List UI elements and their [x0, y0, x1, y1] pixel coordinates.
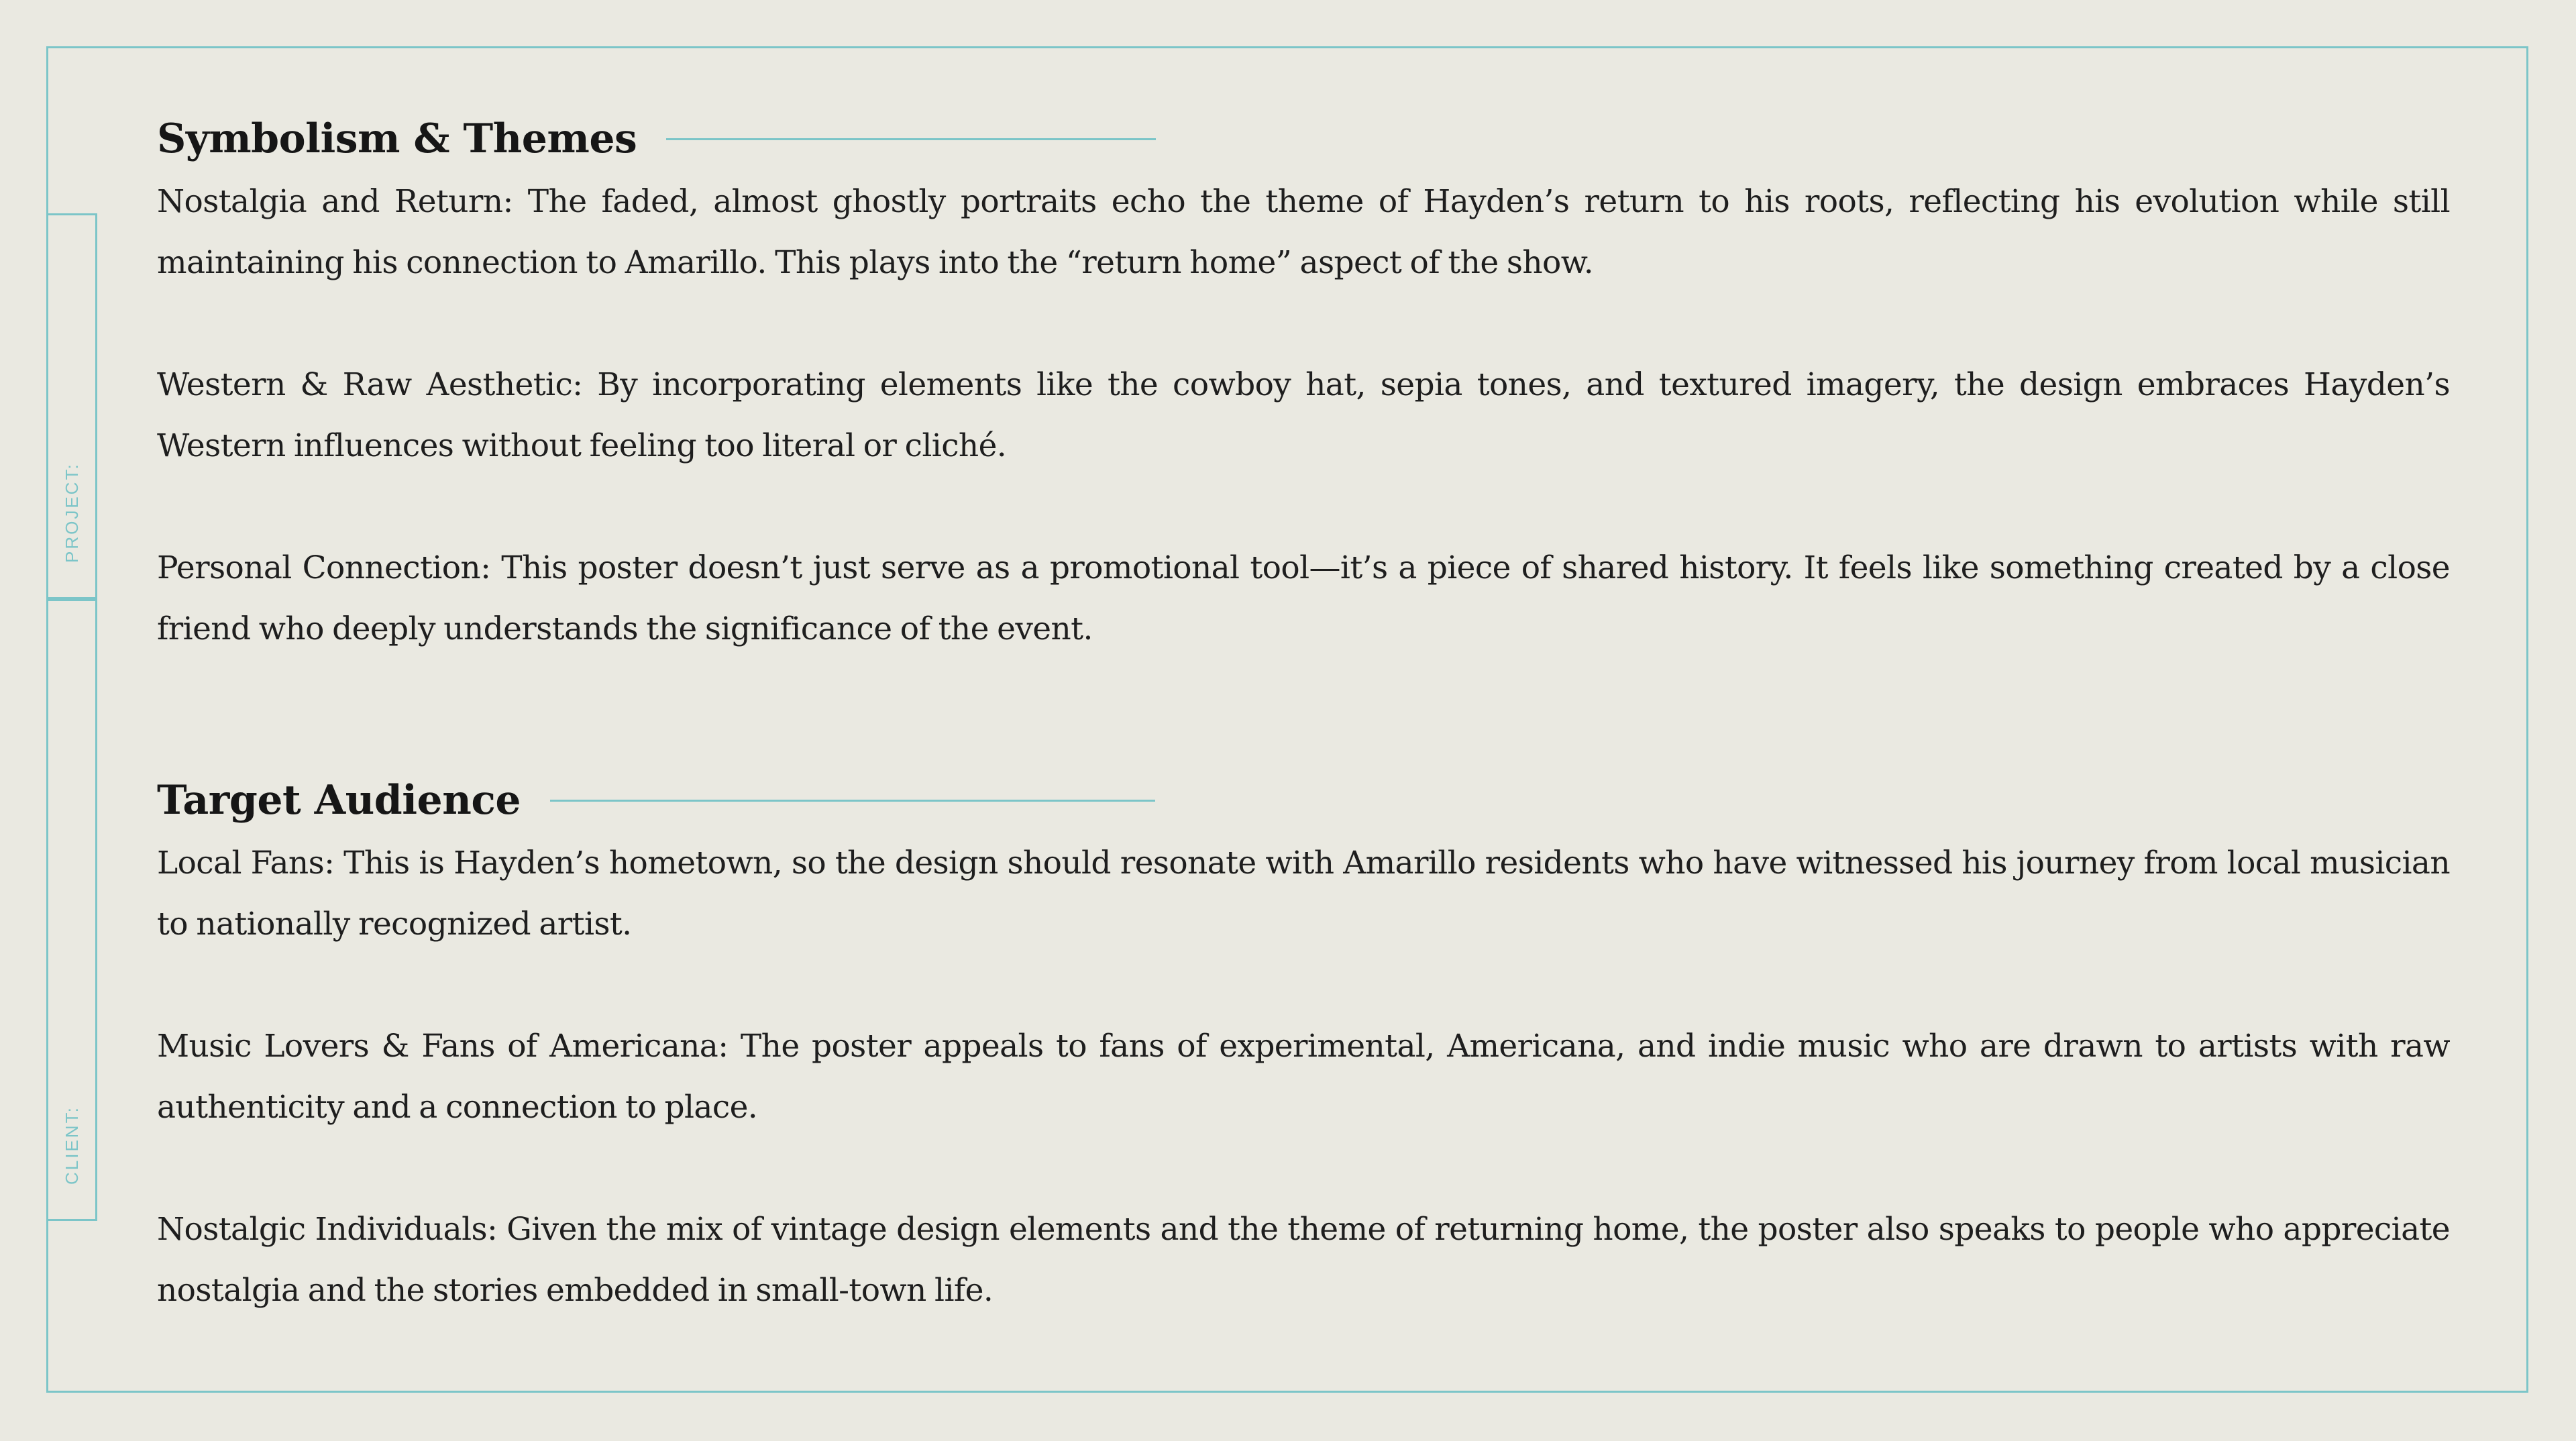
section-header	[157, 111, 2450, 167]
project-tab	[46, 213, 97, 599]
section-title: Target Audience	[157, 777, 521, 824]
client-tab	[46, 599, 97, 1221]
section-title: Symbolism & Themes	[157, 115, 637, 162]
section-rule	[550, 800, 1155, 802]
paragraph: Music Lovers & Fans of Americana: The poster appeals to fans of experimental, Americana, and indie music who are drawn to artists with raw authenticity and a connection to place.	[157, 1028, 2450, 1126]
section-body	[157, 171, 2450, 659]
main-content	[157, 111, 2450, 1321]
paragraph: Nostalgia and Return: The faded, almost ghostly portraits echo the theme of Hayden’s return to his roots, reflecting his evolution while still maintaining his connection to Amarillo. This plays into the “return home” aspect of the show.	[157, 183, 2450, 281]
section-header	[157, 772, 2450, 829]
section-target-audience	[157, 772, 2450, 1321]
client-label: CLIENT:	[61, 1106, 82, 1185]
section-body	[157, 833, 2450, 1321]
paragraph: Nostalgic Individuals: Given the mix of vintage design elements and the theme of returning home, the poster also speaks to people who appreciate nostalgia and the stories embedded in small-town life.	[157, 1211, 2450, 1309]
paragraph: Personal Connection: This poster doesn’t just serve as a promotional tool—it’s a piece of shared history. It feels like something created by a close friend who deeply understands the significance of the event.	[157, 549, 2450, 647]
project-label: PROJECT:	[61, 462, 82, 563]
section-symbolism-themes	[157, 111, 2450, 659]
paragraph: Western & Raw Aesthetic: By incorporating elements like the cowboy hat, sepia tones, and textured imagery, the design embraces Hayden’s Western influences without feeling too literal or cliché.	[157, 366, 2450, 464]
section-rule	[666, 138, 1156, 140]
paragraph: Local Fans: This is Hayden’s hometown, so the design should resonate with Amarillo residents who have witnessed his journey from local musician to nationally recognized artist.	[157, 845, 2450, 943]
